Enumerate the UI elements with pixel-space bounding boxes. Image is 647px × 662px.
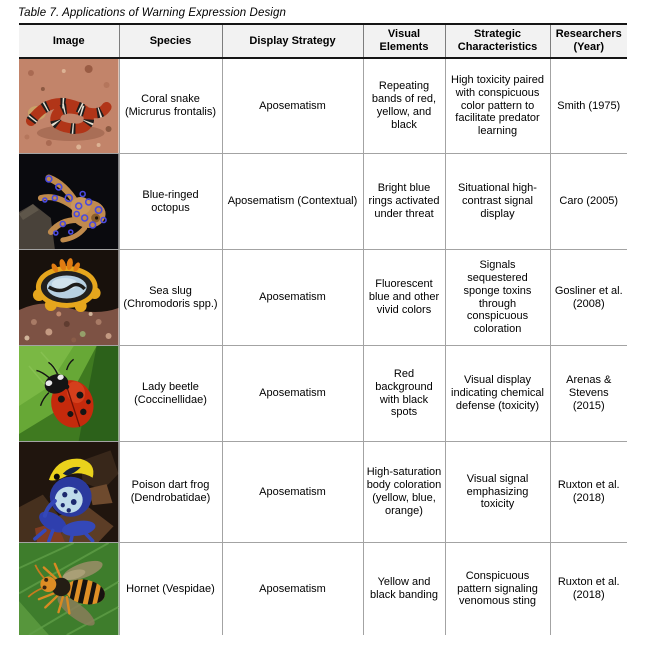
cell-visual-elements: Yellow and black banding [363,543,445,636]
cell-image [19,346,119,442]
blue-ringed-octopus-photo [19,154,119,249]
cell-strategic-characteristics: Situational high-contrast signal display [445,154,550,250]
cell-strategic-characteristics: High toxicity paired with conspicuous color pattern to facilitate predator learning [445,58,550,154]
col-header-image: Image [19,24,119,58]
cell-strategic-characteristics: Visual signal emphasizing toxicity [445,442,550,543]
cell-visual-elements: High-saturation body coloration (yellow, blue, orange) [363,442,445,543]
hornet-photo [19,543,119,635]
cell-display-strategy: Aposematism [222,346,363,442]
col-header-visual-elements: Visual Elements [363,24,445,58]
header-row [19,24,627,58]
cell-species: Lady beetle (Coccinellidae) [119,346,222,442]
cell-researchers: Ruxton et al. (2018) [550,442,627,543]
coral-snake-photo [19,59,119,153]
cell-display-strategy: Aposematism [222,250,363,346]
cell-species: Hornet (Vespidae) [119,543,222,636]
table-row [19,346,627,442]
cell-visual-elements: Fluorescent blue and other vivid colors [363,250,445,346]
applications-table [19,23,627,635]
cell-species: Poison dart frog (Dendrobatidae) [119,442,222,543]
cell-researchers: Gosliner et al. (2008) [550,250,627,346]
cell-species: Blue-ringed octopus [119,154,222,250]
poison-dart-frog-photo [19,442,119,542]
cell-image [19,250,119,346]
cell-display-strategy: Aposematism [222,442,363,543]
cell-image [19,442,119,543]
table-row [19,543,627,636]
cell-strategic-characteristics: Conspicuous pattern signaling venomous sting [445,543,550,636]
table-row [19,154,627,250]
table-row [19,442,627,543]
sea-slug-photo [19,250,119,345]
cell-image [19,154,119,250]
cell-researchers: Smith (1975) [550,58,627,154]
cell-researchers: Arenas & Stevens (2015) [550,346,627,442]
cell-visual-elements: Red background with black spots [363,346,445,442]
cell-researchers: Caro (2005) [550,154,627,250]
cell-image [19,58,119,154]
cell-display-strategy: Aposematism (Contextual) [222,154,363,250]
cell-strategic-characteristics: Visual display indicating chemical defense (toxicity) [445,346,550,442]
cell-visual-elements: Repeating bands of red, yellow, and black [363,58,445,154]
cell-species: Sea slug (Chromodoris spp.) [119,250,222,346]
col-header-display-strategy: Display Strategy [222,24,363,58]
lady-beetle-photo [19,346,119,441]
cell-visual-elements: Bright blue rings activated under threat [363,154,445,250]
cell-display-strategy: Aposematism [222,58,363,154]
col-header-researchers: Researchers (Year) [550,24,627,58]
cell-researchers: Ruxton et al. (2018) [550,543,627,636]
table-row [19,58,627,154]
cell-species: Coral snake (Micrurus frontalis) [119,58,222,154]
cell-display-strategy: Aposematism [222,543,363,636]
cell-strategic-characteristics: Signals sequestered sponge toxins through conspicuous coloration [445,250,550,346]
table-title: Table 7. Applications of Warning Expression Design [18,7,286,19]
table-row [19,250,627,346]
col-header-strategic-characteristics: Strategic Characteristics [445,24,550,58]
cell-image [19,543,119,636]
col-header-species: Species [119,24,222,58]
